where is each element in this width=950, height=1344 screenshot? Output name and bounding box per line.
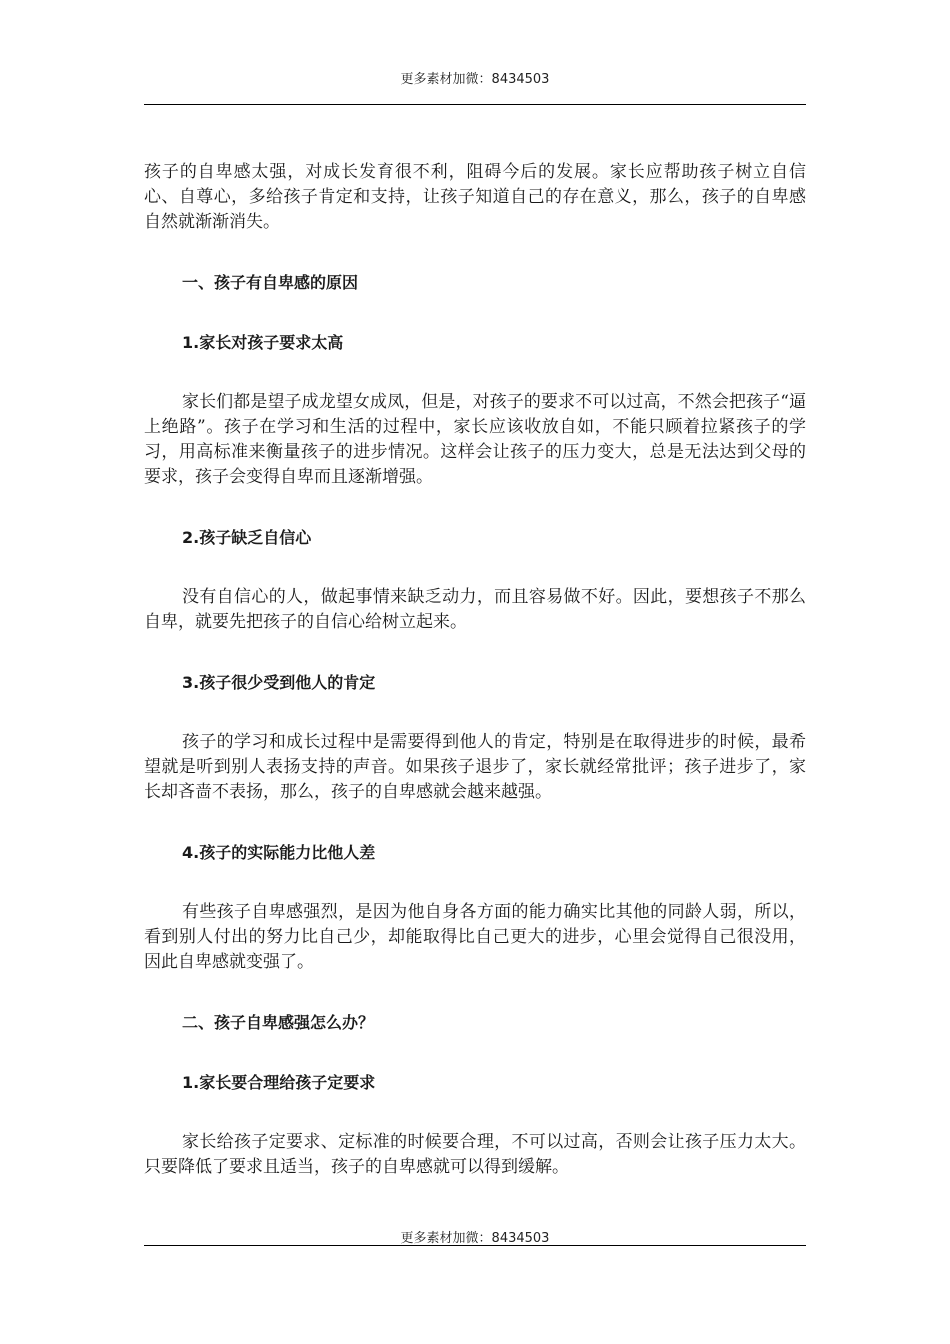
article-body — [144, 160, 806, 1180]
page-header: 更多素材加微：8434503 — [400, 72, 550, 87]
subheading-solution-1: 1.家长要合理给孩子定要求 — [182, 1073, 376, 1092]
paragraph-cause-3: 孩子的学习和成长过程中是需要得到他人的肯定，特别是在取得进步的时候，最希望就是听到别人表扬支持的声音。如果孩子退步了，家长就经常批评；孩子进步了，家长却吝啬不表扬，那么，孩子的自卑感就会越来越强。 — [144, 732, 806, 802]
paragraph-solution-1: 家长给孩子定要求、定标准的时候要合理，不可以过高，否则会让孩子压力太大。只要降低了要求且适当，孩子的自卑感就可以得到缓解。 — [144, 1132, 806, 1177]
section-title-solutions: 二、孩子自卑感强怎么办？ — [182, 1013, 375, 1032]
section-title-causes: 一、孩子有自卑感的原因 — [182, 273, 359, 292]
header-rule — [144, 104, 806, 105]
paragraph-cause-4: 有些孩子自卑感强烈，是因为他自身各方面的能力确实比其他的同龄人弱，所以，看到别人付出的努力比自己少，却能取得比自己更大的进步，心里会觉得自己很没用，因此自卑感就变强了。 — [144, 902, 806, 972]
subheading-cause-3: 3.孩子很少受到他人的肯定 — [182, 673, 376, 692]
page-footer: 更多素材加微：8434503 — [400, 1231, 550, 1246]
paragraph-cause-2: 没有自信心的人，做起事情来缺乏动力，而且容易做不好。因此，要想孩子不那么自卑，就要先把孩子的自信心给树立起来。 — [144, 587, 806, 632]
paragraph-cause-1: 家长们都是望子成龙望女成凤，但是，对孩子的要求不可以过高，不然会把孩子“逼上绝路”。孩子在学习和生活的过程中，家长应该收放自如，不能只顾着拉紧孩子的学习，用高标准来衡量孩子的进步情况。这样会让孩子的压力变大，总是无法达到父母的要求，孩子会变得自卑而且逐渐增强。 — [144, 392, 806, 487]
intro-paragraph: 孩子的自卑感太强，对成长发育很不利，阻碍今后的发展。家长应帮助孩子树立自信心、自尊心，多给孩子肯定和支持，让孩子知道自己的存在意义，那么，孩子的自卑感自然就渐渐消失。 — [144, 162, 806, 232]
subheading-cause-1: 1.家长对孩子要求太高 — [182, 333, 344, 352]
footer-rule — [144, 1245, 806, 1246]
subheading-cause-4: 4.孩子的实际能力比他人差 — [182, 843, 376, 862]
subheading-cause-2: 2.孩子缺乏自信心 — [182, 528, 312, 547]
